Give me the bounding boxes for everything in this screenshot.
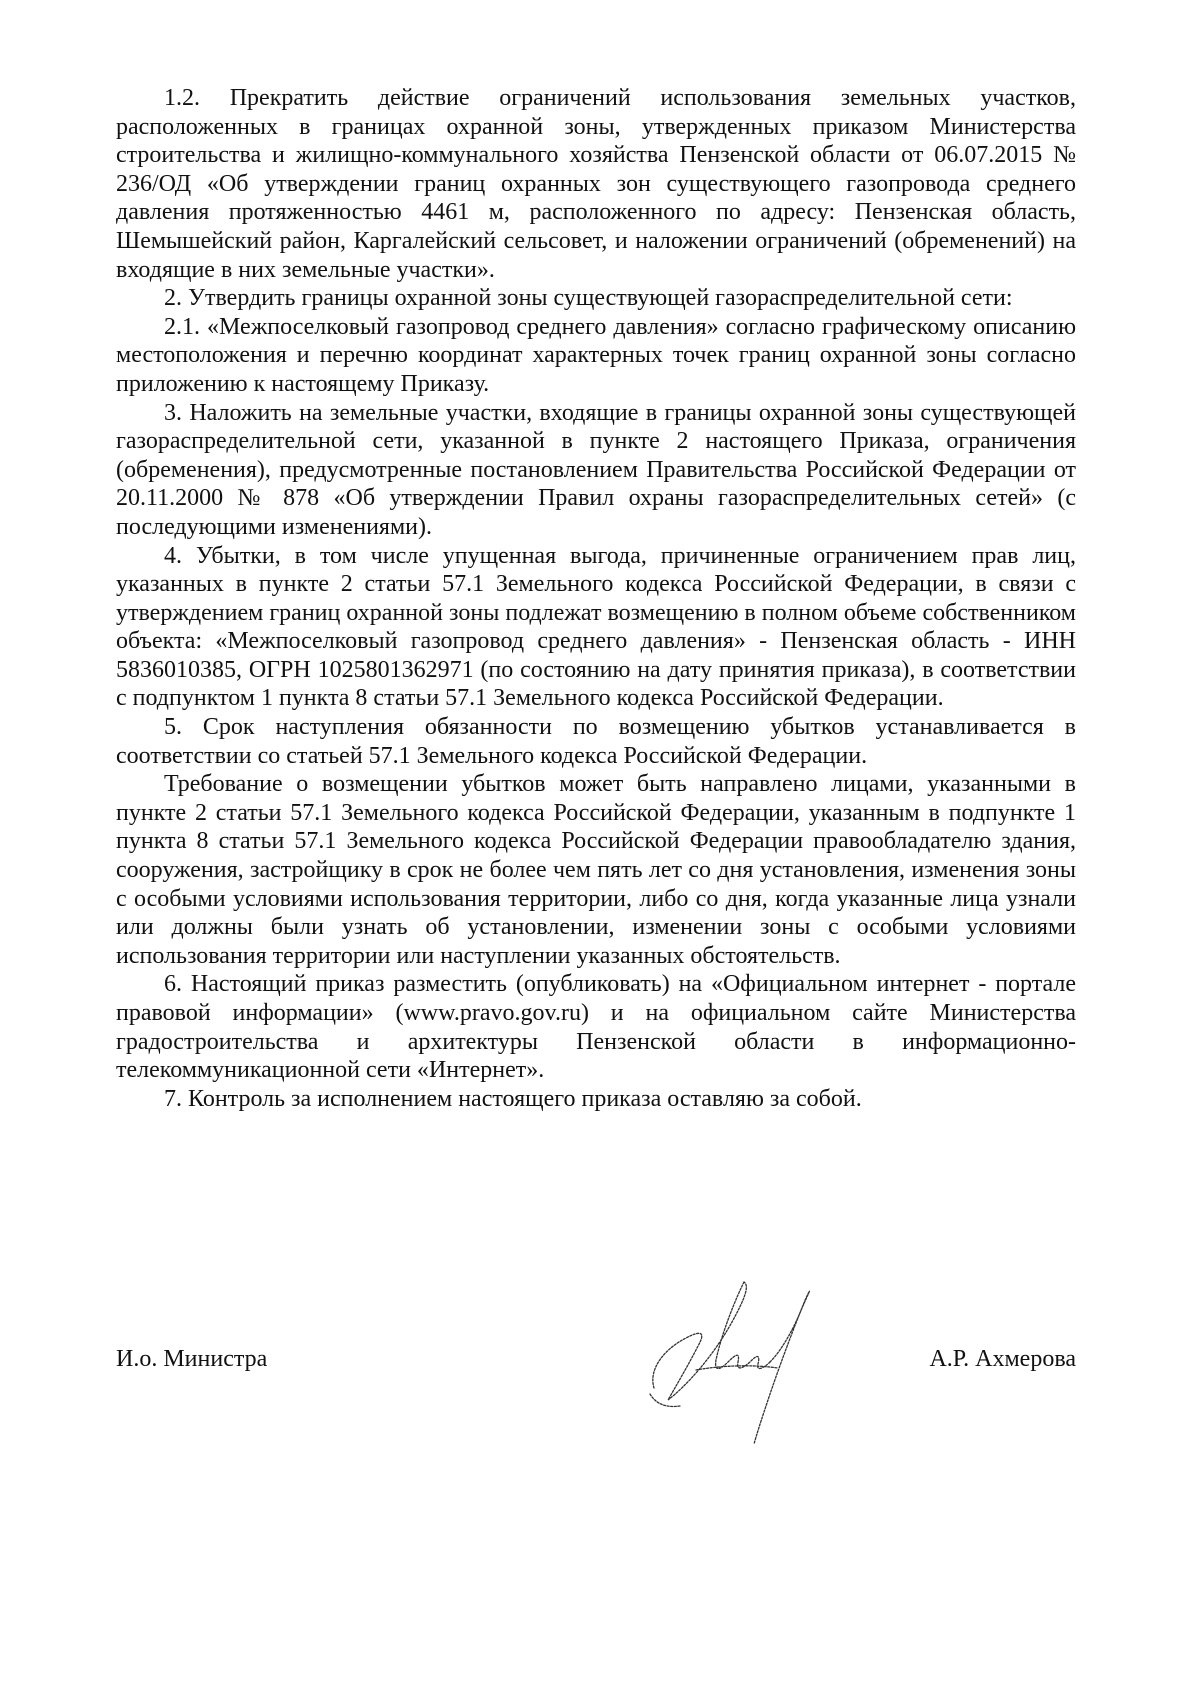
paragraph-5: 5. Срок наступления обязанности по возмещению убытков устанавливается в соответствии со статьей 57.1 Земельного кодекса Российской Федерации. [116,714,1076,769]
signatory-position: И.о. Министра [116,1346,268,1372]
paragraph-6: 6. Настоящий приказ разместить (опубликовать) на «Официальном интернет - портале правовой информации» (www.pravo.gov.ru) и на официальном сайте Министерства градостроительства и архитектуры Пензенской области в информационно-телекоммуникационной сети «Интернет». [116,971,1076,1084]
paragraph-5-requirement: Требование о возмещении убытков может быть направлено лицами, указанными в пункте 2 статьи 57.1 Земельного кодекса Российской Федерации, указанным в подпункте 1 пункта 8 статьи 57.1 Земельного кодекса Российской Федерации правообладателю здания, сооружения, застройщику в срок не более чем пять лет со дня установления, изменения зоны с особыми условиями использования территории, либо со дня, когда указанные лица узнали или должны были узнать об установлении, изменении зоны с особыми условиями использования территории или наступлении указанных обстоятельств. [116,771,1076,969]
paragraph-1-2: 1.2. Прекратить действие ограничений использования земельных участков, расположенных в границах охранной зоны, утвержденных приказом Министерства строительства и жилищно-коммунального хозяйства Пензенской области от 06.07.2015 № 236/ОД «Об утверждении границ охранных зон существующего газопровода среднего давления протяженностью 4461 м, расположенного по адресу: Пензенская область, Шемышейский район, Каргалейский сельсовет, и наложении ограничений (обременений) на входящие в них земельные участки». [116,85,1076,283]
handwritten-signature [646,1268,826,1458]
signature-block [116,1346,1076,1486]
signatory-name: А.Р. Ахмерова [929,1346,1076,1372]
document-body [116,84,1076,1113]
paragraph-3: 3. Наложить на земельные участки, входящие в границы охранной зоны существующей газораспределительной сети, указанной в пункте 2 настоящего Приказа, ограничения (обременения), предусмотренные постановлением Правительства Российской Федерации от 20.11.2000 № 878 «Об утверждении Правил охраны газораспределительных сетей» (с последующими изменениями). [116,399,1076,540]
paragraph-7: 7. Контроль за исполнением настоящего приказа оставляю за собой. [164,1085,862,1112]
paragraph-2: 2. Утвердить границы охранной зоны существующей газораспределительной сети: [164,285,1013,312]
paragraph-2-1: 2.1. «Межпоселковый газопровод среднего давления» согласно графическому описанию местоположения и перечню координат характерных точек границ охранной зоны согласно приложению к настоящему Приказу. [116,313,1076,397]
paragraph-4: 4. Убытки, в том числе упущенная выгода, причиненные ограничением прав лиц, указанных в пункте 2 статьи 57.1 Земельного кодекса Российской Федерации, в связи с утверждением границ охранной зоны подлежат возмещению в полном объеме собственником объекта: «Межпоселковый газопровод среднего давления» - Пензенская область - ИНН 5836010385, ОГРН 1025801362971 (по состоянию на дату принятия приказа), в соответствии с подпунктом 1 пункта 8 статьи 57.1 Земельного кодекса Российской Федерации. [116,542,1076,712]
